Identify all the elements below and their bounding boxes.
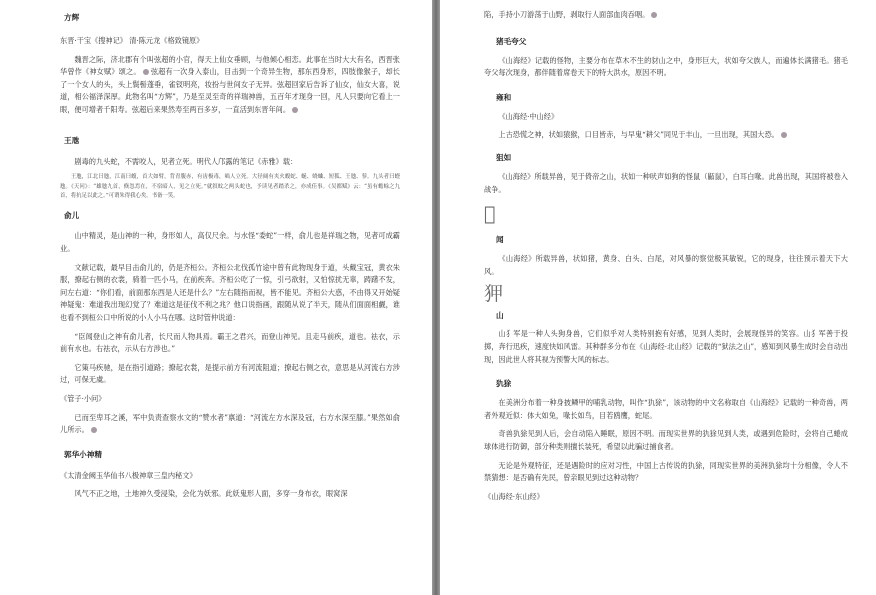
quote-wanghu: 王虺，江北曰虺，江南曰蝮，首大如臂，背青腹赤，有齿极毒，啮人立死。大径阔有夹火蝮蛇、蜒、蛲蛐、短狐、王虺、蓼。九头者曰蝰虺。《天问》：“雄虺九首，倏忽焉在，不宿暗人，见之立死。”就叙蚊之两头蛇也，予读见者踏杀之，亦成佳事。《吴都赋》云：“虽有蟾蜍之九首，将抗足以此之。”可谓朱得我心矣。书备一笑。 — [60, 174, 400, 199]
paragraph-yuer-intro: 山中精灵，是山神的一种，身形如人，高仅尺余。与水怪“委蛇”一样，俞儿也是祥瑞之物，见者可成霸业。 — [60, 231, 400, 253]
cite-yong: 《山海经·中山经》 — [498, 111, 559, 121]
paragraph-fanghui: 魏晋之际，济北郡有个叫弦超的小官，得天上仙女垂顾，与他倾心相恋。此事在当时大大有名，西晋张华曾作《神女赋》颂之。 弦超有一次身入泰山，目击到一个奇异生物，那东西身形，四肢像猴子，却长了一个女人的头，头上鬓髻蓬垂，雀钗明亮，妆扮与世间女子无异。弦超回家后告诉了仙女，仙女大喜，说道，相公福泽深厚。此物名叫“方辉”，乃是至灵至奇的祥瑞神兽，五百年才现身一回，凡人只要向它看上一眼，便可增者千阳寿。弦超后来果然寿至两百多岁，一直活到东晋年间。 — [60, 54, 400, 114]
bullet-marker — [651, 12, 657, 18]
paragraph-guo: 风气不正之地，土地神久受浸染，会化为妖邪。此妖鬼形人面，多穿一身布衣，眼窝深 — [74, 489, 348, 499]
paragraph-wen: 《山海经》所载异兽，状如猪，黄身、白头、白尾，对风暴的察觉极其敏锐，它的现身，往往预示着天下大风。 — [484, 254, 848, 276]
bullet-marker — [143, 69, 149, 75]
page-gutter — [432, 0, 440, 595]
right-page — [440, 0, 876, 595]
paragraph-qiuyu-compare: 无论是外观特征，还是遇险时的应对习性，中国上古传说的犰狳，同现实世界的美洲犰狳均十分相像，令人不禁猜想：是否确有先民，曾亲眼见到过这种动物？ — [484, 460, 848, 483]
bullet-marker — [781, 132, 787, 138]
cite-qiuyu: 《山海经·东山经》 — [484, 491, 544, 501]
right-column — [484, 9, 848, 503]
source-fanghui: 东晋·干宝《搜神记》 清·陈元龙《格致镜原》 — [60, 36, 204, 45]
heading-lanzhi: 狙如 — [496, 152, 512, 162]
heading-qiuyu: 犰狳 — [496, 379, 512, 389]
heading-wen: 闻 — [496, 235, 504, 245]
left-page — [0, 0, 432, 595]
paragraph-wanghu: 剧毒的九头蛇，不需咬人，见者立死。明代人邝露的笔记《赤雅》载： — [74, 156, 298, 166]
bullet-marker — [91, 427, 97, 433]
paragraph-continued: 陷，手持小刀游荡于山野，剥取行人面部血肉吞咽。 — [484, 9, 848, 22]
cite-guo: 《太清金阙玉华仙书八极神章三皇内秘文》 — [60, 470, 197, 480]
paragraph-yuer-explain: 它策马疾驰，是在指引道路；撩起衣裳，是提示前方有河流阻道；撩起右侧之衣，意思是从河流右方涉过，可保无虞。 — [60, 362, 400, 385]
paragraph-qiuyu-habit: 奇兽犰狳见到人后，会自动陷入睡眠，原因不明。而现实世界的犰狳见到人类，或遇到危险时，会将自己蜷成球体进行防御，部分种类则擅长装死，希望以此骗过捕食者。 — [484, 429, 848, 451]
left-column — [60, 12, 400, 501]
paragraph-yong: 上古恐慌之神，状如猿猴，口目皆赤，与早鬼“耕父”同见于丰山，一旦出现，其国大恐。 — [484, 129, 848, 142]
heading-yong: 雍和 — [496, 92, 512, 102]
heading-guo: 郭华小神精 — [64, 449, 102, 459]
paragraph-yuer-end: 已而至卑耳之溪，军中负责查察水文的“赞水者”禀道：“河流左方水深及冠，右方水深至膝。”果然如俞儿所示。 — [60, 412, 400, 435]
paragraph-lanzhi: 《山海经》所载异兽，见于倚帝之山，状如一种吠声如狗的怪鼠（鼫鼠），白耳白喙。此兽出现，其国将被卷入战争。 — [484, 171, 848, 194]
heading-yuer: 俞儿 — [64, 211, 80, 221]
heading-zhumaoyi: 猪毛夸父 — [496, 36, 527, 46]
heading-wanghu: 王虺 — [64, 135, 80, 145]
paragraph-shan: 山犭军是一种人头狗身兽，它们似乎对人类特别抱有好感，见到人类时，会展现怪异的笑容。山犭军善于投掷，奔行迅疾，速度快如风雷。其种群多分布在《山海经·北山经》记载的“狱法之山”，感知到风暴生成时会自动出现，因此世人将其视为预警大风的标志。 — [484, 329, 848, 364]
bullet-marker — [292, 107, 298, 113]
paragraph-zhumaoyi: 《山海经》记载的怪物，主要分布在草木不生的豺山之中，身形巨大，状如夸父族人，而遍体长满猪毛。猪毛夸父每次现身，都伴随着席卷天下的特大洪水，原因不明。 — [484, 55, 848, 78]
paragraph-yuer-story: 文献记载，最早目击俞儿的，仍是齐桓公。齐桓公北伐孤竹途中曾有此物现身于道，头戴宝冠，黄衣朱服，撩起右侧的衣裳，骑着一匹小马，在前疾奔。齐桓公吃了一惊，引弓欲射，又怕惊扰无辜，踌躇不发，问左右道：“你们看，前面那东西是人还是什么？”左右随指而视，皆不能见。齐桓公大惑，不由得又开始疑神疑鬼：难道我出现幻觉了？难道这是征伐不利之兆？他口说指画，跟随从说了半天，随从们面面相觑，谁也看不到桓公口中所说的小人小马在哪。这时管仲说道： — [60, 262, 400, 322]
glyph-wen: 狎 — [484, 283, 504, 306]
quote-yuer: “臣闻登山之神有俞儿者，长尺而人物具焉。霸王之君兴，而登山神见。且走马前疾，道也。祛衣，示前有水也。右祛衣，示从右方涉也。” — [60, 331, 400, 354]
heading-shan: 山 — [496, 311, 504, 321]
cite-yuer: 《管子·小问》 — [60, 393, 106, 403]
heading-fanghui: 方辉 — [64, 13, 80, 22]
paragraph-qiuyu-intro: 在美洲分布着一种身披鳞甲的哺乳动物，叫作“犰狳”，该动物的中文名称取自《山海经》记载的一种奇兽，两者外观近似：体大如兔，喙长如鸟，目若鸥鹰，蛇尾。 — [484, 398, 848, 420]
glyph-lanzhi: 𤞍 — [484, 203, 496, 226]
